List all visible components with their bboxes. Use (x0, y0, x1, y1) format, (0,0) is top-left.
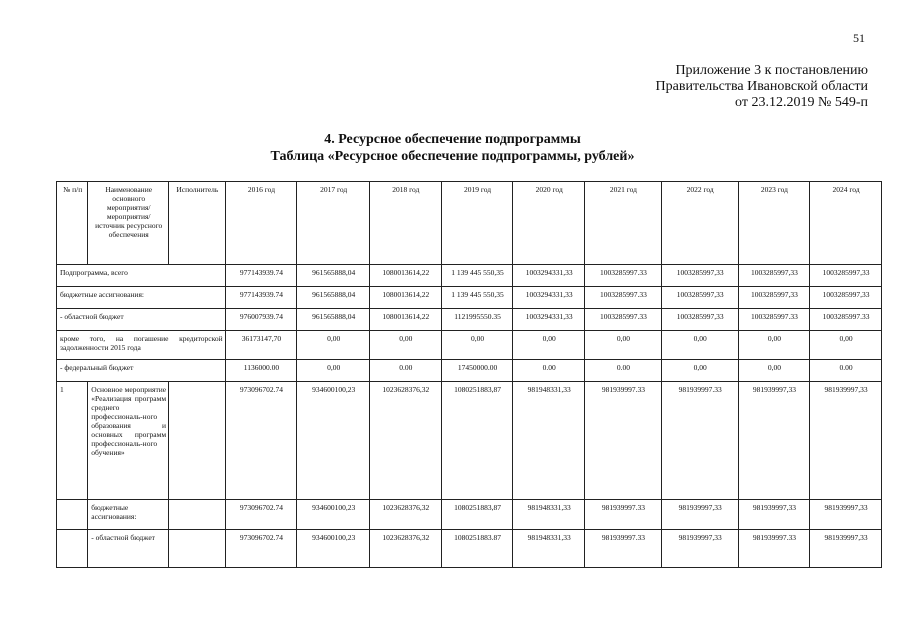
row-label: бюджетные ассигнования: (88, 500, 169, 530)
section-title: 4. Ресурсное обеспечение подпрограммы (324, 132, 581, 147)
table-cell: 0.00 (370, 360, 442, 382)
header-name: Наименование основного мероприятия/ мероприятия/ источник ресурсного обеспечения (88, 182, 169, 265)
row-label: - федеральный бюджет (57, 360, 226, 382)
page-number: 51 (853, 31, 865, 45)
table-cell: 973096702.74 (225, 530, 297, 568)
row-label: кроме того, на погашение кредиторской задолженности 2015 года (57, 331, 226, 360)
table-cell: 934600100,23 (297, 500, 370, 530)
header-num: № п/п (57, 182, 88, 265)
header-year: 2019 год (441, 182, 513, 265)
table-cell: 0,00 (738, 360, 810, 382)
table-cell: 0,00 (370, 331, 442, 360)
table-cell: 0,00 (441, 331, 513, 360)
table-cell: 981939997,33 (661, 530, 738, 568)
table-cell: 1023628376,32 (370, 382, 442, 500)
table-cell: 981939997.33 (585, 382, 662, 500)
table-cell: 1003285997,33 (738, 265, 810, 287)
empty-cell (169, 530, 226, 568)
header-year: 2021 год (585, 182, 662, 265)
header-executor: Исполнитель (169, 182, 226, 265)
table-row (57, 331, 882, 360)
table-row (57, 500, 882, 530)
table-cell: 0,00 (297, 360, 370, 382)
table-cell: 981939997.33 (585, 530, 662, 568)
table-cell: 977143939.74 (225, 265, 297, 287)
table-cell: 1003285997.33 (585, 265, 662, 287)
table-cell: 973096702.74 (225, 382, 297, 500)
activity-number: 1 (57, 382, 88, 500)
header-year: 2024 год (810, 182, 882, 265)
table-cell: 961565888,04 (297, 309, 370, 331)
table-cell: 1003294331,33 (513, 287, 585, 309)
table-cell: 1023628376,32 (370, 530, 442, 568)
table-cell: 981939997,33 (810, 530, 882, 568)
table-cell: 1080251883,87 (441, 382, 513, 500)
table-cell: 981939997,33 (810, 500, 882, 530)
appendix-line: Правительства Ивановской области (655, 79, 868, 94)
table-cell: 1003294331,33 (513, 309, 585, 331)
table-cell: 1003285997,33 (661, 309, 738, 331)
table-cell: 1023628376,32 (370, 500, 442, 530)
appendix-block (656, 63, 868, 111)
table-row (57, 530, 882, 568)
row-label: - областной бюджет (57, 309, 226, 331)
table-cell: 1003285997.33 (810, 309, 882, 331)
header-year: 2017 год (297, 182, 370, 265)
table-cell: 1003285997.33 (585, 287, 662, 309)
headings (0, 131, 905, 165)
table-cell: 981939997.33 (738, 530, 810, 568)
table-cell: 0,00 (661, 331, 738, 360)
table-cell: 0,00 (738, 331, 810, 360)
table-cell: 976007939.74 (225, 309, 297, 331)
table-cell: 1080251883,87 (441, 500, 513, 530)
table-cell: 977143939.74 (225, 287, 297, 309)
table-cell: 1003285997.33 (585, 309, 662, 331)
empty-cell (57, 500, 88, 530)
table-cell: 0.00 (585, 360, 662, 382)
table-cell: 0.00 (513, 360, 585, 382)
header-year: 2020 год (513, 182, 585, 265)
table-cell: 981939997,33 (738, 500, 810, 530)
table-cell: 1003285997,33 (810, 265, 882, 287)
table-cell: 1080013614,22 (370, 265, 442, 287)
activity-row (57, 382, 882, 500)
resource-table (56, 181, 882, 568)
table-cell: 17450000.00 (441, 360, 513, 382)
table-cell: 981939997,33 (738, 382, 810, 500)
table-row (57, 287, 882, 309)
table-cell: 981939997.33 (585, 500, 662, 530)
header-year: 2022 год (661, 182, 738, 265)
table-row (57, 265, 882, 287)
table-cell: 934600100,23 (297, 530, 370, 568)
table-cell: 1 139 445 550,35 (441, 265, 513, 287)
table-cell: 1003285997,33 (810, 287, 882, 309)
empty-cell (57, 530, 88, 568)
table-cell: 1121995550.35 (441, 309, 513, 331)
empty-cell (169, 500, 226, 530)
table-cell: 981939997.33 (661, 382, 738, 500)
table-cell: 0,00 (661, 360, 738, 382)
table-cell: 981948331,33 (513, 530, 585, 568)
header-year: 2018 год (370, 182, 442, 265)
table-cell: 0,00 (810, 331, 882, 360)
table-cell: 0.00 (810, 360, 882, 382)
table-cell: 961565888,04 (297, 265, 370, 287)
table-cell: 981939997,33 (810, 382, 882, 500)
table-cell: 36173147,70 (225, 331, 297, 360)
table-cell: 981948331,33 (513, 500, 585, 530)
table-row (57, 309, 882, 331)
table-cell: 1080251883.87 (441, 530, 513, 568)
table-cell: 1003285997,33 (738, 287, 810, 309)
row-label: бюджетные ассигнования: (57, 287, 226, 309)
row-label: - областной бюджет (88, 530, 169, 568)
table-cell: 934600100,23 (297, 382, 370, 500)
table-cell: 0,00 (297, 331, 370, 360)
table-cell: 0,00 (513, 331, 585, 360)
activity-name: Основное мероприятие «Реализация программ среднего профессиональ-ного образования и основных программ профессиональ-ного обучения» (88, 382, 169, 500)
header-year: 2023 год (738, 182, 810, 265)
row-label: Подпрограмма, всего (57, 265, 226, 287)
table-cell: 981948331,33 (513, 382, 585, 500)
header-year: 2016 год (225, 182, 297, 265)
table-row (57, 360, 882, 382)
header-row (57, 182, 882, 265)
table-cell: 961565888,04 (297, 287, 370, 309)
table-cell: 1003285997.33 (738, 309, 810, 331)
table-cell: 1080013614,22 (370, 309, 442, 331)
table-cell: 1003285997,33 (661, 287, 738, 309)
table-cell: 1136000.00 (225, 360, 297, 382)
table-cell: 981939997,33 (661, 500, 738, 530)
table-cell: 1003294331,33 (513, 265, 585, 287)
table-cell: 973096702.74 (225, 500, 297, 530)
table-cell: 1 139 445 550,35 (441, 287, 513, 309)
table-cell: 1080013614,22 (370, 287, 442, 309)
activity-executor (169, 382, 226, 500)
appendix-line: от 23.12.2019 № 549-п (735, 95, 868, 110)
table-cell: 1003285997,33 (661, 265, 738, 287)
table-cell: 0,00 (585, 331, 662, 360)
appendix-line: Приложение 3 к постановлению (675, 63, 868, 78)
table-title: Таблица «Ресурсное обеспечение подпрограммы, рублей» (270, 149, 635, 164)
